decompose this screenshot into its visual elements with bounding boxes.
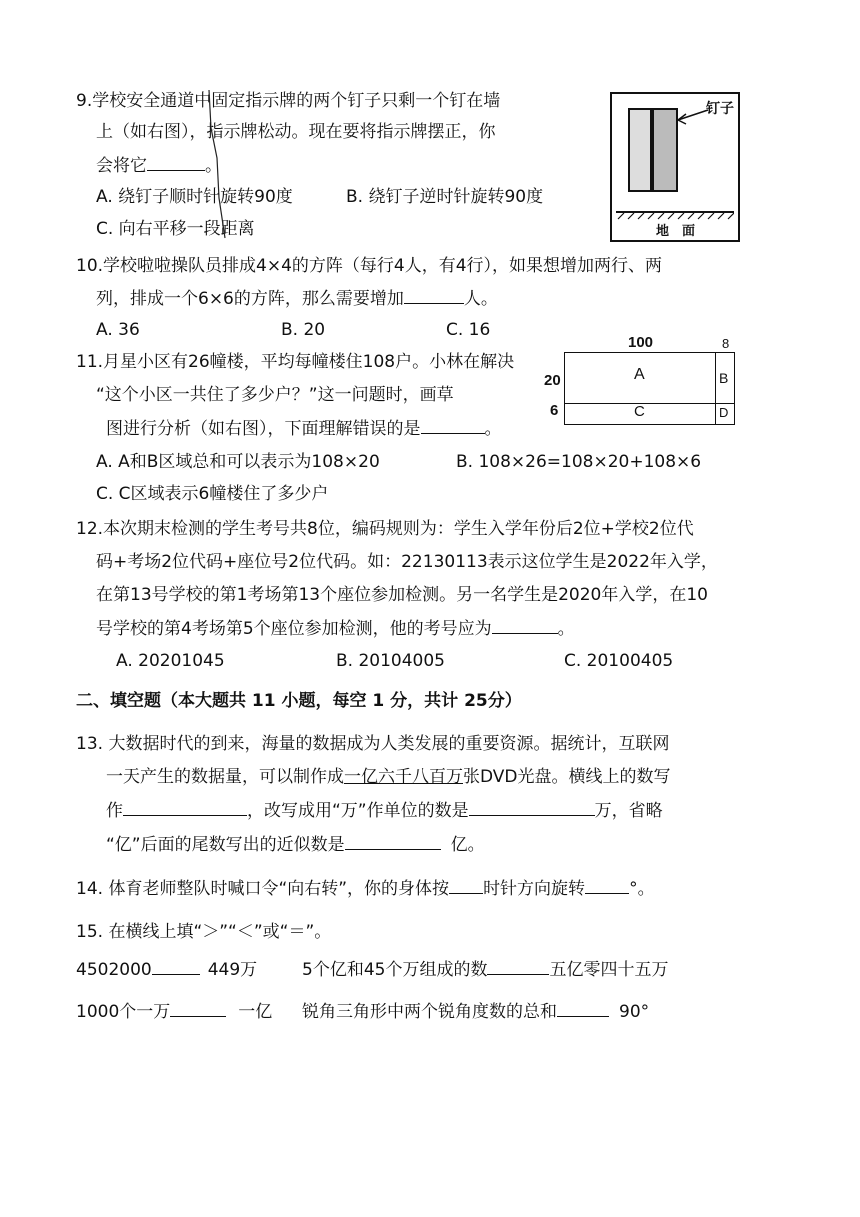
q14-text-b: 时针方向旋转	[483, 879, 586, 899]
q10-option-c: C. 16	[446, 320, 491, 340]
q11-figure	[540, 334, 740, 430]
fig-label-6: 6	[550, 402, 559, 419]
q10-option-b: B. 20	[281, 320, 326, 340]
ground-hatch	[616, 210, 734, 220]
q15-row1-a	[76, 958, 257, 981]
q15-r2a-right: 一亿	[238, 1002, 273, 1022]
q12-answer-blank[interactable]	[492, 617, 558, 634]
q15-blank-1[interactable]	[152, 958, 200, 975]
q15-r1a-right: 449万	[207, 960, 258, 980]
q11-answer-blank[interactable]	[421, 417, 485, 434]
q14-blank-2[interactable]	[585, 877, 629, 894]
q15-r2a-left: 1000个一万	[76, 1002, 171, 1022]
fig-label-b: B	[719, 370, 729, 386]
q11-line3	[106, 417, 502, 440]
q15-blank-3[interactable]	[170, 1000, 226, 1017]
q11-option-c: C. C区域表示6幢楼住了多少户	[96, 484, 329, 504]
q12-option-c: C. 20100405	[564, 651, 674, 671]
q13-line1: 13. 大数据时代的到来，海量的数据成为人类发展的重要资源。据统计，互联网	[76, 734, 670, 754]
q10-line1: 10.学校啦啦操队员排成4×4的方阵（每行4人，有4行），如果想增加两行、两	[76, 256, 663, 276]
q9-line1: 9.学校安全通道中固定指示牌的两个钉子只剩一个钉在墙	[76, 91, 501, 111]
fig-label-8: 8	[722, 336, 730, 351]
q12-line4-end: 。	[557, 619, 575, 639]
q9-figure	[610, 92, 740, 242]
q12-line2: 码+考场2位代码+座位号2位代码。如：22130113表示这位学生是2022年入学，	[96, 552, 718, 572]
q11-option-b: B. 108×26=108×20+108×6	[456, 452, 702, 472]
fig-label-a: A	[634, 366, 645, 383]
q15-row1-b	[302, 958, 668, 981]
q14-line	[76, 877, 655, 900]
q11-option-a: A. A和B区域总和可以表示为108×20	[96, 452, 380, 472]
nail-label: 钉子	[706, 100, 734, 116]
q10-answer-blank[interactable]	[404, 287, 464, 304]
q11-line2: “这个小区一共住了多少户？”这一问题时，画草	[96, 385, 454, 405]
fig-label-20: 20	[544, 372, 561, 389]
q13-blank-2[interactable]	[469, 799, 595, 816]
q9-option-a: A. 绕钉子顺时针旋转90度	[96, 187, 293, 207]
q13-line4	[106, 833, 485, 856]
q15-r1b-left: 5个亿和45个万组成的数	[302, 960, 488, 980]
q14-text-c: °。	[629, 879, 655, 899]
q13-line4-b: 亿。	[450, 835, 485, 855]
q9-option-c: C. 向右平移一段距离	[96, 219, 255, 239]
q14-text-a: 14. 体育老师整队时喊口令“向右转”，你的身体按	[76, 879, 450, 899]
q12-line4-text: 号学校的第4考场第5个座位参加检测，他的考号应为	[96, 619, 492, 639]
section-heading: 二、填空题（本大题共 11 小题，每空 1 分，共计 25分）	[76, 691, 522, 711]
fig-label-100: 100	[628, 334, 654, 351]
q13-line2-text: 一天产生的数据量，可以制作成	[106, 767, 344, 787]
q10-line2	[96, 287, 498, 310]
q13-line3	[106, 799, 663, 822]
q15-title: 15. 在横线上填“＞”“＜”或“＝”。	[76, 922, 332, 942]
q15-r1b-right: 五亿零四十五万	[549, 960, 669, 980]
q9-line3-text: 会将它	[96, 156, 147, 176]
q13-line3-a: 作	[106, 801, 123, 821]
q13-line2	[106, 766, 671, 788]
q10-line2-end: 人。	[463, 289, 498, 309]
q12-option-a: A. 20201045	[116, 651, 225, 671]
q10-line2-text: 列，排成一个6×6的方阵，那么需要增加	[96, 289, 404, 309]
q12-line4	[96, 617, 575, 640]
fig-label-d: D	[719, 405, 729, 420]
q9-handwritten-line	[195, 88, 255, 248]
q11-line3-end: 。	[484, 419, 502, 439]
q11-line1: 11.月星小区有26幢楼，平均每幢楼住108户。小林在解决	[76, 352, 515, 372]
q13-underlined-number: 一亿六千八百万	[344, 767, 463, 787]
q15-row2-b	[302, 1000, 649, 1023]
q15-r2b-right: 90°	[619, 1002, 650, 1022]
q14-blank-1[interactable]	[449, 877, 483, 894]
ground-label: 地 面	[656, 223, 696, 238]
q13-line4-a: “亿”后面的尾数写出的近似数是	[106, 835, 345, 855]
q9-line2: 上（如右图），指示牌松动。现在要将指示牌摆正，你	[96, 122, 496, 142]
q12-line3: 在第13号学校的第1考场第13个座位参加检测。另一名学生是2020年入学，在10	[96, 585, 708, 605]
q12-line1: 12.本次期末检测的学生考号共8位，编码规则为：学生入学年份后2位+学校2位代	[76, 519, 694, 539]
q10-option-a: A. 36	[96, 320, 140, 340]
q15-row2-a	[76, 1000, 272, 1023]
fig-label-c: C	[634, 403, 645, 420]
q9-option-b: B. 绕钉子逆时针旋转90度	[346, 187, 544, 207]
q13-line2-end: 张DVD光盘。横线上的数写	[463, 767, 671, 787]
q13-line3-c: 万，省略	[594, 801, 663, 821]
q13-line3-b: ，改写成用“万”作单位的数是	[247, 801, 469, 821]
q13-blank-3[interactable]	[345, 833, 441, 850]
q9-line3-end: 。	[205, 156, 222, 176]
signboard	[628, 108, 652, 192]
q15-r2b-left: 锐角三角形中两个锐角度数的总和	[302, 1002, 557, 1022]
q15-blank-2[interactable]	[487, 958, 549, 975]
q12-option-b: B. 20104005	[336, 651, 445, 671]
q11-line3-text: 图进行分析（如右图），下面理解错误的是	[106, 419, 421, 439]
q15-blank-4[interactable]	[557, 1000, 609, 1017]
q13-blank-1[interactable]	[123, 799, 247, 816]
q15-r1a-left: 4502000	[76, 960, 152, 980]
